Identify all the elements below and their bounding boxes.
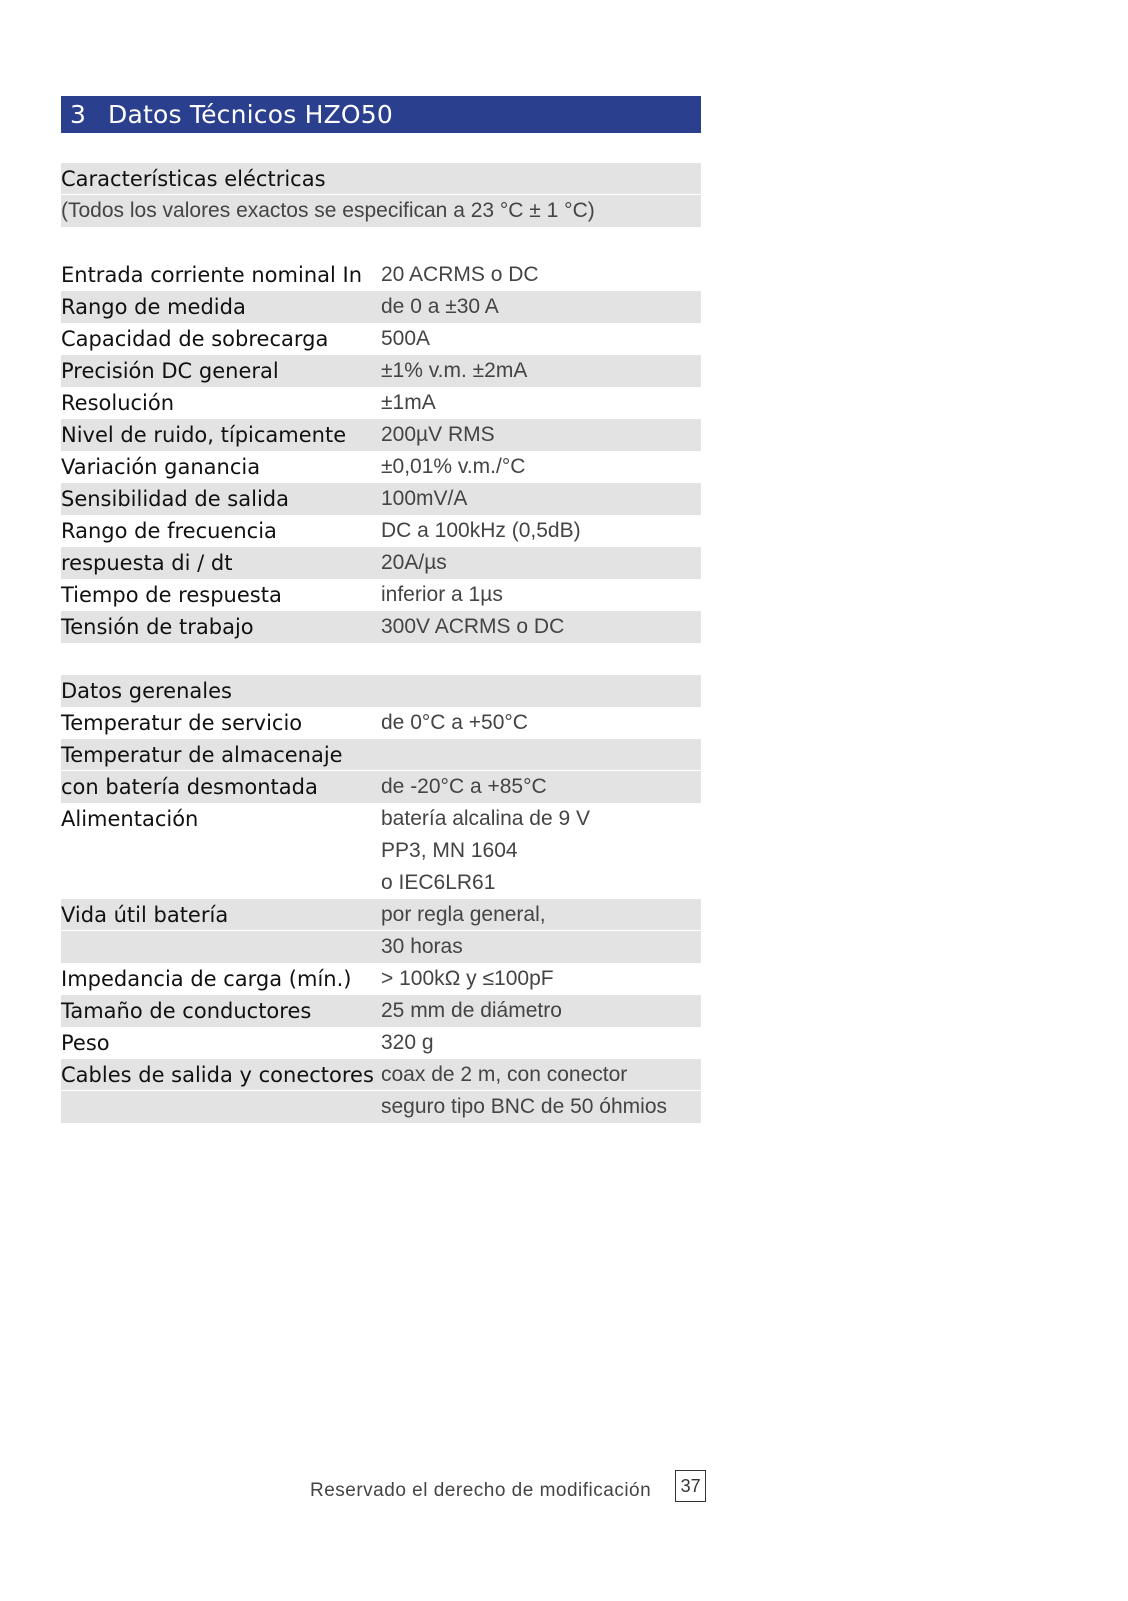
spec-row [61, 451, 701, 483]
spec-row [61, 994, 701, 1027]
spec-value: seguro tipo BNC de 50 óhmios [381, 1095, 667, 1118]
spec-value: 25 mm de diámetro [381, 999, 562, 1022]
electrical-note: (Todos los valores exactos se especifican a 23 °C ± 1 °C) [61, 199, 595, 222]
spec-value: de 0°C a +50°C [381, 711, 528, 734]
spec-label: Precisión DC general [61, 359, 279, 383]
spec-page [61, 96, 701, 1123]
spec-value: ±0,01% v.m./°C [381, 455, 526, 478]
spec-row [61, 610, 701, 643]
spec-row [61, 770, 701, 803]
spec-row [61, 867, 701, 899]
spec-value: 320 g [381, 1031, 434, 1054]
spec-row [61, 1058, 701, 1091]
spec-label: Tamaño de conductores [61, 999, 312, 1023]
spec-row [61, 898, 701, 931]
spec-row [61, 354, 701, 387]
spec-value: coax de 2 m, con conector [381, 1063, 628, 1086]
spec-row [61, 579, 701, 611]
spec-value: de -20°C a +85°C [381, 775, 547, 798]
section-title-bar [61, 96, 701, 133]
spec-label: Tiempo de respuesta [61, 583, 282, 607]
spec-label: Variación ganancia [61, 455, 261, 479]
spec-label: Temperatur de servicio [61, 711, 303, 735]
spec-label [61, 867, 381, 899]
spec-row [61, 515, 701, 547]
spec-row [61, 1090, 701, 1123]
page-number: 37 [675, 1470, 706, 1502]
spec-label: Cables de salida y conectores [61, 1063, 374, 1087]
spec-row [61, 418, 701, 451]
spec-label: Tensión de trabajo [61, 615, 254, 639]
spec-label: Capacidad de sobrecarga [61, 327, 329, 351]
spec-label: Rango de frecuencia [61, 519, 277, 543]
spec-value: 500A [381, 327, 431, 350]
spec-value: 100mV/A [381, 487, 468, 510]
spec-label: Impedancia de carga (mín.) [61, 967, 352, 991]
spec-label: Alimentación [61, 807, 199, 831]
spec-value: por regla general, [381, 903, 546, 926]
general-heading-row [61, 675, 701, 707]
spec-value: DC a 100kHz (0,5dB) [381, 519, 581, 542]
spec-value: 20A/µs [381, 551, 447, 574]
electrical-heading-row [61, 163, 701, 195]
spec-row [61, 930, 701, 963]
footer-note: Reservado el derecho de modificación [310, 1480, 652, 1501]
spec-value: ±1% v.m. ±2mA [381, 359, 528, 382]
spec-value: 30 horas [381, 935, 463, 958]
spec-row [61, 707, 701, 739]
spec-value: o IEC6LR61 [381, 871, 496, 894]
spec-row [61, 387, 701, 419]
spec-value: 300V ACRMS o DC [381, 615, 565, 638]
section-title: Datos Técnicos HZO50 [108, 100, 394, 129]
general-heading: Datos gerenales [61, 679, 232, 703]
spec-row [61, 546, 701, 579]
electrical-note-row [61, 194, 701, 227]
spec-label: Entrada corriente nominal In [61, 263, 363, 287]
spec-row [61, 963, 701, 995]
section-number: 3 [70, 100, 87, 129]
spec-row [61, 323, 701, 355]
spec-label: respuesta di / dt [61, 551, 233, 575]
spec-value [381, 739, 701, 771]
spec-label: Vida útil batería [61, 903, 229, 927]
spec-label: Peso [61, 1031, 110, 1055]
electrical-heading: Características eléctricas [61, 167, 326, 191]
spec-row [61, 259, 701, 291]
spec-row [61, 835, 701, 867]
spec-label: Temperatur de almacenaje [61, 743, 343, 767]
spec-value: inferior a 1µs [381, 583, 503, 606]
spec-label [61, 835, 381, 867]
spec-label [61, 931, 381, 963]
spec-label [61, 1091, 381, 1123]
spec-value: batería alcalina de 9 V [381, 807, 590, 830]
spec-row [61, 738, 701, 771]
spec-label: Resolución [61, 391, 175, 415]
spec-row [61, 1027, 701, 1059]
spec-label: Nivel de ruido, típicamente [61, 423, 347, 447]
spec-value: 20 ACRMS o DC [381, 263, 539, 286]
spec-row [61, 290, 701, 323]
spec-value: > 100kΩ y ≤100pF [381, 967, 554, 990]
spec-label: con batería desmontada [61, 775, 318, 799]
spec-label: Sensibilidad de salida [61, 487, 289, 511]
spec-row [61, 482, 701, 515]
spec-row [61, 803, 701, 835]
spec-value: PP3, MN 1604 [381, 839, 518, 862]
spec-value: de 0 a ±30 A [381, 295, 499, 318]
spec-value: 200µV RMS [381, 423, 495, 446]
spec-value: ±1mA [381, 391, 436, 414]
spec-label: Rango de medida [61, 295, 246, 319]
page-footer [310, 1470, 706, 1502]
